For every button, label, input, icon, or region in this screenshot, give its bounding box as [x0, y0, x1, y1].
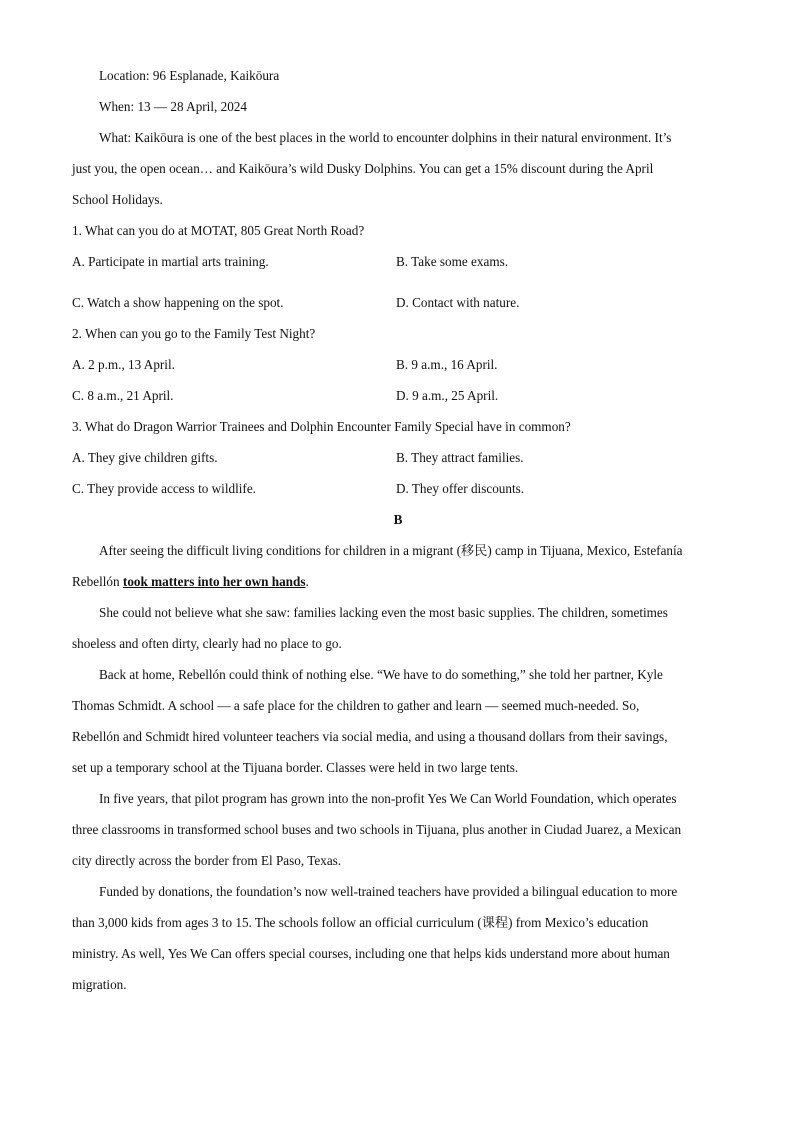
paragraph-4-line-2: three classrooms in transformed school buses and two schools in Tijuana, plus another in Ciudad Juarez, a Mexican [72, 822, 682, 837]
paragraph-3-line-4: set up a temporary school at the Tijuana border. Classes were held in two large tents. [72, 760, 519, 775]
question-3 [72, 411, 724, 504]
option-row [72, 287, 724, 318]
option-a: A. 2 p.m., 13 April. [72, 357, 175, 372]
question-2 [72, 318, 724, 411]
paragraph-4-line-3: city directly across the border from El Paso, Texas. [72, 853, 342, 868]
text-fragment: . [305, 574, 309, 589]
paragraph-1-line-2 [72, 566, 724, 597]
paragraph-5-line-2: than 3,000 kids from ages 3 to 15. The schools follow an official curriculum (课程) from Mexico’s education [72, 915, 649, 930]
paragraph-3-line-3: Rebellón and Schmidt hired volunteer teachers via social media, and using a thousand dollars from their savings, [72, 729, 668, 744]
passage-b [72, 535, 724, 1000]
option-c: C. 8 a.m., 21 April. [72, 388, 174, 403]
what-line-2: just you, the open ocean… and Kaikōura’s wild Dusky Dolphins. You can get a 15% discount during the April [72, 161, 654, 176]
option-a: A. Participate in martial arts training. [72, 254, 269, 269]
option-d: D. They offer discounts. [396, 481, 525, 496]
what-line-1: What: Kaikōura is one of the best places in the world to encounter dolphins in their natural environment. It’s [99, 130, 672, 145]
event-info [72, 60, 724, 215]
document-page [72, 60, 724, 1000]
option-b: B. Take some exams. [396, 254, 509, 269]
what-line-3: School Holidays. [72, 192, 163, 207]
option-b: B. They attract families. [396, 450, 524, 465]
option-d: D. 9 a.m., 25 April. [396, 388, 499, 403]
option-row [72, 246, 724, 277]
option-d: D. Contact with nature. [396, 295, 520, 310]
option-b: B. 9 a.m., 16 April. [396, 357, 498, 372]
option-c: C. They provide access to wildlife. [72, 481, 256, 496]
option-row [72, 442, 724, 473]
question-1 [72, 215, 724, 318]
option-a: A. They give children gifts. [72, 450, 218, 465]
option-row [72, 349, 724, 380]
paragraph-5-line-3: ministry. As well, Yes We Can offers special courses, including one that helps kids understand more about human [72, 946, 670, 961]
paragraph-5-line-4: migration. [72, 977, 127, 992]
paragraph-4-line-1: In five years, that pilot program has grown into the non-profit Yes We Can World Foundation, which operates [99, 791, 677, 806]
option-c: C. Watch a show happening on the spot. [72, 295, 284, 310]
section-heading: B [393, 512, 403, 527]
underlined-phrase: took matters into her own hands [122, 574, 306, 589]
paragraph-3-line-1: Back at home, Rebellón could think of nothing else. “We have to do something,” she told her partner, Kyle [99, 667, 663, 682]
paragraph-2-line-2: shoeless and often dirty, clearly had no place to go. [72, 636, 342, 651]
question-stem: 2. When can you go to the Family Test Night? [72, 326, 316, 341]
paragraph-1-line-1: After seeing the difficult living conditions for children in a migrant (移民) camp in Tijuana, Mexico, Estefanía [99, 543, 683, 558]
when-line: When: 13 — 28 April, 2024 [99, 99, 247, 114]
option-row [72, 473, 724, 504]
paragraph-2-line-1: She could not believe what she saw: families lacking even the most basic supplies. The children, sometimes [99, 605, 668, 620]
question-stem: 3. What do Dragon Warrior Trainees and Dolphin Encounter Family Special have in common? [72, 419, 571, 434]
paragraph-3-line-2: Thomas Schmidt. A school — a safe place for the children to gather and learn — seemed much-needed. So, [72, 698, 640, 713]
question-stem: 1. What can you do at MOTAT, 805 Great North Road? [72, 223, 365, 238]
paragraph-5-line-1: Funded by donations, the foundation’s now well-trained teachers have provided a bilingual education to more [99, 884, 678, 899]
text-fragment: Rebellón [72, 574, 123, 589]
option-row [72, 380, 724, 411]
location-line: Location: 96 Esplanade, Kaikōura [99, 68, 280, 83]
